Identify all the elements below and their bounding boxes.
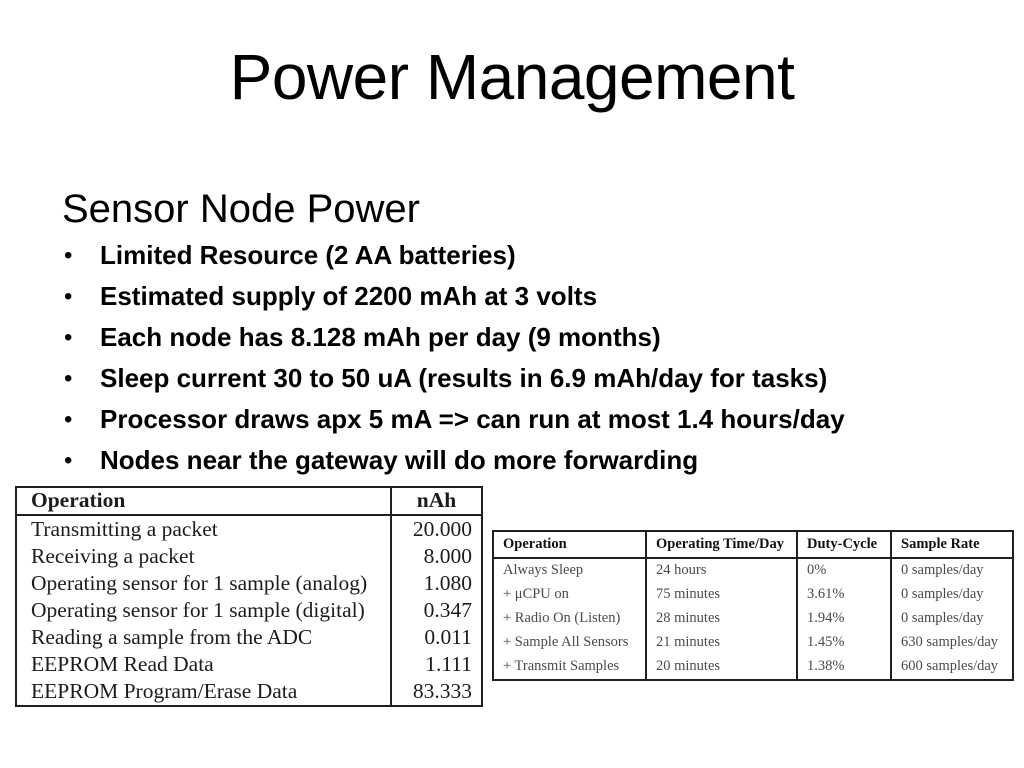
column-header: Duty-Cycle [797, 531, 891, 558]
table-row [493, 583, 1013, 607]
bullet-text: Sleep current 30 to 50 uA (results in 6.9 mAh/day for tasks) [100, 363, 828, 393]
cell-time: 20 minutes [646, 655, 797, 680]
cell-rate: 630 samples/day [891, 631, 1013, 655]
list-item [62, 276, 982, 317]
section-heading: Sensor Node Power [62, 187, 420, 231]
bullet-text: Nodes near the gateway will do more forwarding [100, 445, 699, 475]
cell-time: 75 minutes [646, 583, 797, 607]
bullet-icon: • [64, 242, 73, 269]
column-header: Operation [493, 531, 646, 558]
cell-duty: 1.45% [797, 631, 891, 655]
bullet-text: Estimated supply of 2200 mAh at 3 volts [100, 281, 598, 311]
table-row [493, 655, 1013, 680]
cell-operation: + μCPU on [503, 586, 569, 603]
cell-rate: 0 samples/day [891, 583, 1013, 607]
table-row [493, 607, 1013, 631]
bullet-list [62, 235, 982, 481]
cell-nah: 83.333 [391, 678, 482, 706]
cell-rate: 0 samples/day [891, 558, 1013, 583]
bullet-text: Processor draws apx 5 mA => can run at most 1.4 hours/day [100, 404, 845, 434]
table-row [16, 597, 482, 624]
bullet-text: Each node has 8.128 mAh per day (9 months) [100, 322, 661, 352]
table-header-row [493, 531, 1013, 558]
cell-operation: Operating sensor for 1 sample (digital) [31, 597, 365, 622]
table-row [493, 558, 1013, 583]
bullet-icon: • [64, 447, 73, 474]
cell-operation: Receiving a packet [31, 543, 195, 568]
cell-time: 24 hours [646, 558, 797, 583]
bullet-icon: • [64, 406, 73, 433]
cell-duty: 1.94% [797, 607, 891, 631]
bullet-icon: • [64, 324, 73, 351]
cell-operation: EEPROM Program/Erase Data [31, 678, 298, 703]
cell-time: 21 minutes [646, 631, 797, 655]
energy-per-operation-table [15, 486, 483, 707]
bullet-icon: • [64, 365, 73, 392]
page-title: Power Management [229, 41, 795, 113]
cell-duty: 0% [797, 558, 891, 583]
cell-operation: + Sample All Sensors [503, 634, 629, 651]
cell-duty: 3.61% [797, 583, 891, 607]
cell-operation: Transmitting a packet [31, 516, 218, 541]
column-header: Operating Time/Day [646, 531, 797, 558]
cell-nah: 1.080 [391, 570, 482, 597]
table-header-row [16, 487, 482, 515]
list-item [62, 317, 982, 358]
cell-nah: 0.347 [391, 597, 482, 624]
list-item [62, 440, 982, 481]
list-item [62, 358, 982, 399]
column-header: Operation [16, 487, 391, 515]
cell-operation: EEPROM Read Data [31, 651, 214, 676]
cell-nah: 0.011 [391, 624, 482, 651]
cell-time: 28 minutes [646, 607, 797, 631]
cell-nah: 8.000 [391, 543, 482, 570]
cell-rate: 0 samples/day [891, 607, 1013, 631]
bullet-text: Limited Resource (2 AA batteries) [100, 240, 516, 270]
bullet-icon: • [64, 283, 73, 310]
cell-operation: Reading a sample from the ADC [31, 624, 313, 649]
list-item [62, 399, 982, 440]
cell-duty: 1.38% [797, 655, 891, 680]
table-row [16, 543, 482, 570]
table-row [16, 515, 482, 543]
table-row [16, 570, 482, 597]
cell-operation: + Transmit Samples [503, 658, 620, 675]
cell-operation: Always Sleep [503, 562, 584, 579]
table-row [16, 624, 482, 651]
table-row [16, 651, 482, 678]
duty-cycle-table [492, 530, 1014, 681]
list-item [62, 235, 982, 276]
cell-operation: Operating sensor for 1 sample (analog) [31, 570, 368, 595]
cell-rate: 600 samples/day [891, 655, 1013, 680]
table-row [493, 631, 1013, 655]
cell-nah: 1.111 [391, 651, 482, 678]
column-header: Sample Rate [891, 531, 1013, 558]
cell-operation: + Radio On (Listen) [503, 610, 621, 627]
cell-nah: 20.000 [391, 515, 482, 543]
table-row [16, 678, 482, 706]
column-header: nAh [391, 487, 482, 515]
